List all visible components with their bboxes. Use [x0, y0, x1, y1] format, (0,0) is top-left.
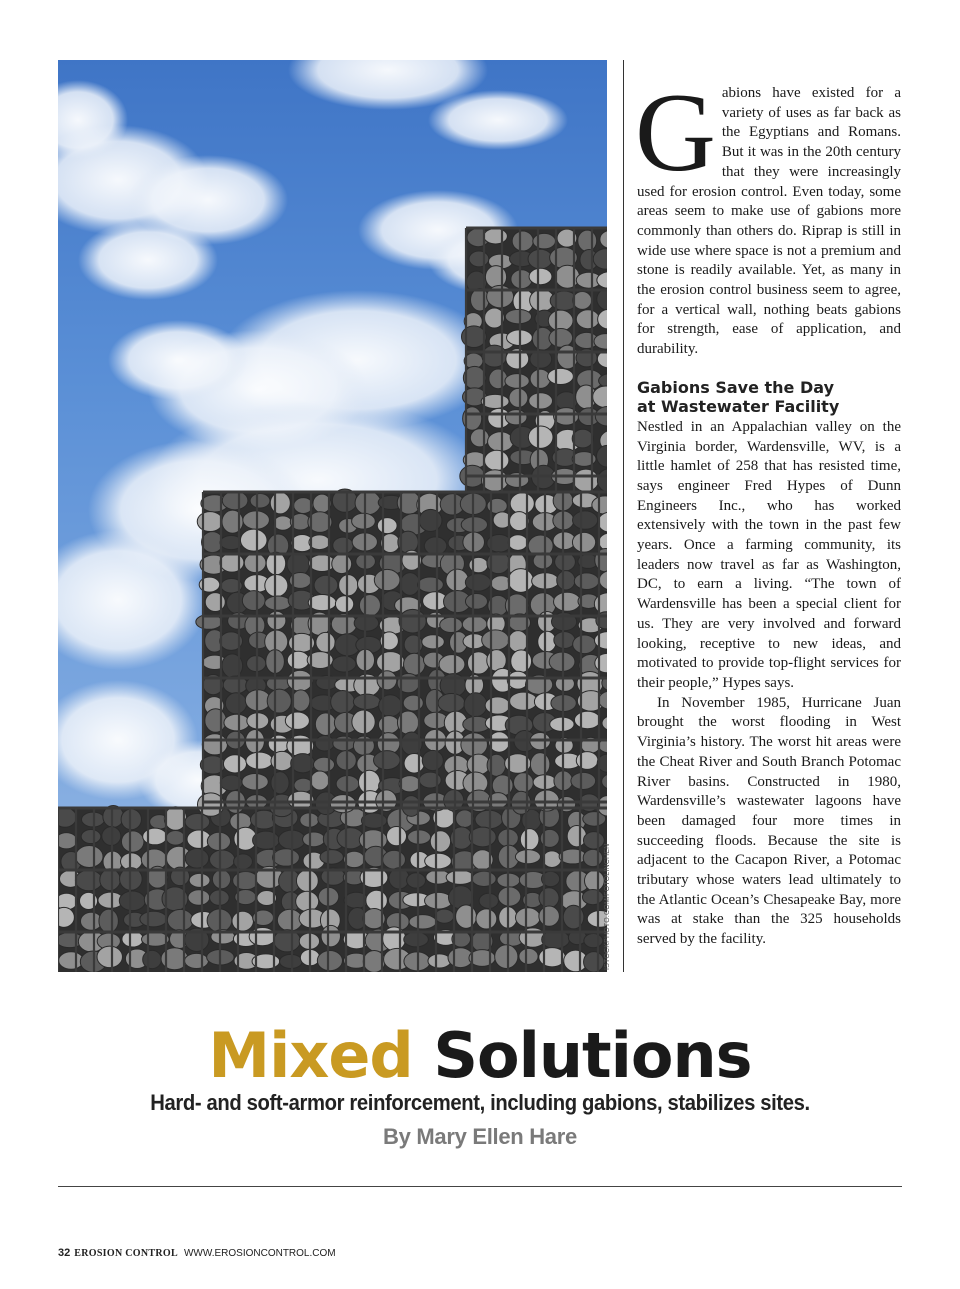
subhead-line-2: at Wastewater Facility — [637, 396, 840, 416]
stone — [582, 889, 603, 904]
stone — [482, 630, 509, 650]
stone — [383, 927, 406, 951]
stone — [418, 577, 444, 592]
stone — [58, 833, 77, 849]
stone — [469, 557, 488, 572]
stone — [377, 671, 397, 690]
stone — [554, 592, 581, 611]
stone — [555, 265, 579, 288]
stone — [121, 831, 144, 852]
cloud — [78, 220, 218, 300]
stone — [583, 832, 604, 849]
stone — [573, 291, 592, 309]
stone — [280, 954, 303, 968]
stone — [387, 826, 407, 845]
stone — [308, 594, 336, 610]
intro-text: abions have existed for a variety of uses as far back as the Egyptians and Romans. But it was in the 20th century that they were increasingly used for erosion control. Even today, some areas seem to make use of gabions more commonly than others do. Riprap is still in wide use where space is not a premium and stone is readily available. Yet, as many in the erosion control business seem to agree, for a vertical wall, nothing beats gabions for strength, ease of application, and durability. — [637, 85, 901, 358]
stone — [578, 230, 597, 251]
stone — [315, 736, 334, 751]
stone — [409, 915, 436, 929]
stone — [422, 750, 443, 770]
stone — [189, 873, 210, 887]
stone — [509, 388, 528, 407]
stone — [512, 231, 533, 251]
stone — [296, 870, 318, 892]
stone — [574, 573, 599, 590]
stone — [510, 692, 538, 710]
stone — [404, 754, 424, 774]
stone — [267, 689, 291, 713]
stone — [456, 905, 477, 929]
stone — [584, 952, 604, 972]
stone — [332, 656, 356, 672]
stone — [403, 695, 423, 711]
stone — [508, 631, 528, 653]
page-number: 32 — [58, 1247, 71, 1259]
stone — [339, 575, 358, 596]
stone — [240, 529, 267, 551]
stone — [352, 513, 376, 529]
stone — [249, 927, 276, 945]
stone — [355, 491, 381, 515]
stone — [488, 432, 514, 452]
stone — [167, 909, 193, 931]
stone — [140, 911, 167, 927]
stone — [495, 945, 518, 969]
stone — [508, 569, 533, 593]
stone — [224, 714, 250, 731]
stone — [311, 771, 330, 790]
stone — [548, 368, 574, 384]
stone — [315, 713, 336, 736]
stone — [529, 393, 553, 409]
stone — [422, 635, 445, 649]
stone — [220, 553, 244, 572]
stone — [333, 736, 356, 751]
stone — [419, 509, 442, 531]
stone — [513, 773, 533, 793]
stone — [485, 697, 510, 714]
stone — [359, 594, 380, 616]
stone — [446, 870, 474, 884]
stone — [481, 394, 509, 408]
stone — [250, 494, 270, 509]
stone — [435, 909, 454, 923]
stone — [574, 711, 600, 728]
gabion-illustration — [58, 60, 607, 972]
stone — [549, 328, 573, 347]
stone — [352, 710, 375, 734]
drop-cap: G — [635, 71, 716, 195]
stone — [479, 893, 498, 908]
stone — [465, 574, 491, 591]
stone — [383, 850, 406, 869]
stone — [567, 826, 586, 847]
body-paragraph-2: In November 1985, Hurricane Juan brought the worst flooding in West Virginia’s history. The worst hit areas were the Cheat River and South Branch Potomac River basins. Constructed in 1980, Wardensville’s wastewater lagoons have been damaged four more times in succeeding floods. Because the site is adjacent to the Cacapon River, a Potomac tributary whose waters lead ultimately to the Atlantic Ocean’s Chesapeake Bay, more was at stake than the 325 households served by the facility. — [637, 694, 901, 948]
stone — [335, 596, 353, 613]
stone — [487, 754, 506, 776]
stone — [508, 535, 527, 551]
stone — [212, 870, 230, 889]
stone — [119, 891, 145, 911]
stone — [353, 694, 380, 709]
stone — [543, 851, 562, 868]
stone — [539, 888, 559, 908]
stone — [505, 374, 529, 389]
stone — [530, 753, 549, 776]
stone — [242, 591, 265, 611]
stone — [430, 831, 450, 852]
stone — [539, 906, 560, 926]
stone — [485, 266, 506, 289]
stone — [97, 946, 122, 967]
stone — [584, 934, 603, 948]
stone — [470, 429, 489, 447]
stone — [99, 909, 118, 933]
stone — [572, 429, 593, 448]
magazine-url: WWW.EROSIONCONTROL.COM — [183, 1248, 336, 1259]
stone — [377, 518, 397, 534]
stone — [270, 492, 290, 514]
stone — [572, 532, 595, 552]
stone — [202, 734, 227, 755]
stone — [244, 553, 266, 572]
stone — [330, 795, 356, 813]
stone — [366, 890, 388, 911]
stone — [461, 517, 487, 533]
page-footer — [58, 1247, 336, 1259]
photo-credit: ISTOCKPHOTO.COM/FOTOLINCHEN — [604, 843, 611, 970]
stone — [271, 772, 289, 794]
stone — [440, 617, 463, 632]
stone — [424, 537, 446, 555]
stone — [81, 830, 101, 844]
stone — [511, 650, 532, 673]
stone — [408, 830, 431, 844]
stone — [58, 893, 77, 909]
stone — [332, 554, 352, 573]
stone — [320, 850, 343, 865]
cloud — [108, 320, 248, 400]
stone — [528, 249, 552, 269]
stone — [316, 632, 335, 652]
stone — [205, 709, 227, 733]
byline: By Mary Ellen Hare — [383, 1124, 577, 1149]
stone — [374, 569, 400, 590]
stone — [439, 655, 465, 674]
stone — [576, 752, 598, 770]
stone — [505, 309, 531, 324]
stone — [528, 426, 553, 448]
stone — [234, 854, 253, 869]
stone — [197, 512, 223, 532]
stone — [303, 832, 325, 847]
stone — [296, 891, 319, 911]
stone — [273, 849, 300, 866]
stone — [461, 733, 488, 757]
stone — [538, 631, 556, 652]
bottom-rule — [58, 1186, 902, 1187]
stone — [185, 953, 209, 968]
stone — [222, 491, 248, 510]
stone — [510, 493, 534, 514]
stone — [576, 310, 599, 329]
stone — [59, 952, 84, 970]
stone — [242, 773, 268, 790]
stone — [467, 652, 489, 674]
stone — [511, 270, 532, 289]
stone — [425, 853, 452, 869]
headline — [0, 1020, 960, 1092]
stone — [277, 909, 302, 931]
stone — [166, 830, 185, 845]
stone — [482, 470, 509, 492]
stone — [314, 575, 338, 595]
cloud — [428, 90, 568, 150]
headline-word-solutions: Solutions — [433, 1019, 752, 1092]
stone — [399, 776, 420, 792]
stone — [317, 950, 342, 970]
stone — [121, 809, 141, 830]
stone — [292, 690, 310, 711]
intro-paragraph — [635, 71, 901, 360]
stone — [573, 469, 598, 491]
body-paragraph-1: Nestled in an Appalachian valley on the Virginia border, Wardensville, WV, is a little hamlet of 258 that has resisted time, says engineer Fred Hypes of Dunn Engineers Inc., who has worked extensively with the town in the past few years. Once a farming community, its leaders now travel as far as Washington, DC, to earn a living. “The town of Wardensville has been a special client for us. They are very involved and forward looking, receptive to new ideas, and motivated to provide top-flight services for their people,” Hypes says. — [637, 418, 901, 691]
stone — [285, 712, 309, 729]
stone — [75, 870, 102, 891]
stone — [404, 653, 426, 675]
stone — [465, 594, 487, 610]
subhead — [637, 378, 901, 416]
stone — [287, 651, 309, 669]
stone — [378, 716, 399, 734]
stone — [265, 574, 288, 596]
stone — [267, 611, 286, 630]
stone — [557, 797, 575, 812]
article-column — [635, 71, 901, 950]
stone — [469, 827, 496, 847]
stone — [571, 772, 596, 789]
stone — [223, 755, 246, 773]
stone — [470, 288, 489, 311]
stone — [205, 593, 225, 612]
magazine-name: EROSION CONTROL — [74, 1248, 178, 1259]
stone — [469, 251, 489, 267]
stone — [554, 632, 575, 649]
stone — [584, 870, 604, 891]
stone — [529, 268, 552, 284]
stone — [225, 693, 246, 714]
stone — [287, 670, 312, 691]
stone — [438, 694, 465, 713]
stone — [274, 516, 292, 530]
stone — [210, 850, 235, 869]
stone — [583, 849, 602, 866]
stone — [505, 410, 527, 425]
subhead-line-1: Gabions Save the Day — [637, 377, 834, 397]
headline-word-mixed: Mixed — [208, 1019, 413, 1092]
stone — [472, 871, 496, 886]
stone — [428, 954, 451, 968]
stone — [331, 691, 355, 714]
stone — [58, 808, 76, 828]
stone — [188, 890, 210, 905]
gabion-photo — [58, 60, 607, 972]
stone — [515, 908, 540, 927]
column-rule — [623, 60, 624, 972]
stone — [489, 369, 507, 389]
stone — [58, 907, 74, 927]
stone — [498, 887, 521, 906]
stone — [143, 828, 167, 845]
stone — [333, 537, 354, 554]
stone — [76, 846, 103, 868]
stone — [559, 849, 586, 864]
stone — [232, 911, 253, 931]
stone — [185, 849, 209, 869]
stone — [462, 616, 487, 632]
stone — [246, 752, 273, 769]
stone — [519, 948, 538, 964]
stone — [407, 873, 426, 888]
deck: Hard- and soft-armor reinforcement, including gabions, stabilizes sites. — [150, 1090, 810, 1115]
stone — [233, 871, 259, 889]
stone — [404, 932, 429, 947]
stone — [464, 693, 487, 717]
stone — [484, 450, 508, 470]
stone — [100, 869, 121, 891]
stone — [400, 573, 420, 596]
stone — [557, 571, 575, 590]
stone — [533, 233, 556, 249]
stone — [374, 751, 401, 770]
stone — [143, 950, 162, 968]
stone — [314, 757, 335, 772]
stone — [573, 511, 598, 529]
stone — [294, 778, 313, 792]
stone — [520, 829, 539, 850]
stone — [399, 609, 426, 633]
stone — [446, 569, 469, 591]
stone — [321, 925, 340, 947]
stone — [476, 909, 497, 929]
stone — [265, 596, 291, 610]
stone — [515, 850, 540, 864]
stone — [484, 228, 508, 244]
stone — [530, 369, 550, 388]
stone — [268, 735, 289, 753]
stone — [573, 635, 596, 654]
